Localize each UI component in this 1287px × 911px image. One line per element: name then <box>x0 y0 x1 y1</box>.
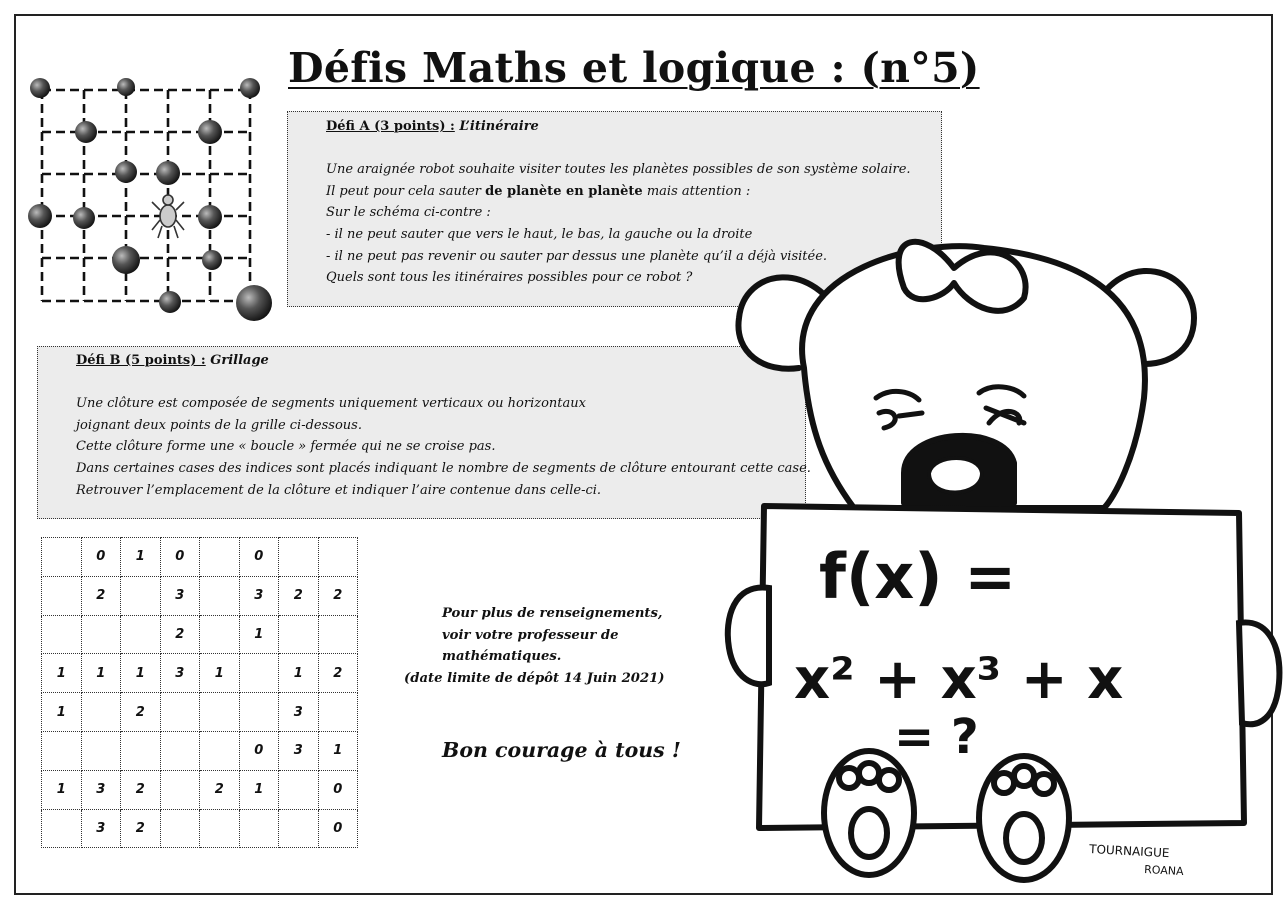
grid-cell <box>81 615 121 654</box>
planet <box>159 291 181 313</box>
planet <box>202 250 222 270</box>
defi-b-line: Dans certaines cases des indices sont placés indiquant le nombre de segments de clôture entourant cette case. <box>76 460 811 476</box>
grid-cell <box>42 615 82 654</box>
grid-cell <box>279 538 319 577</box>
grid-cell <box>279 809 319 848</box>
grid-cell: 3 <box>81 770 121 809</box>
grid-cell <box>200 693 240 732</box>
grid-cell <box>42 576 82 615</box>
info-block <box>404 603 665 689</box>
grid-cell <box>200 538 240 577</box>
grid-cell <box>160 809 200 848</box>
grid-cell: 2 <box>279 576 319 615</box>
grid-cell: 0 <box>239 731 279 770</box>
page-title: Défis Maths et logique : (n°5) <box>288 44 980 92</box>
grid-cell <box>160 693 200 732</box>
defi-a-heading <box>326 116 941 138</box>
grid-cell <box>42 731 82 770</box>
grid-cell <box>200 809 240 848</box>
grid-cell: 3 <box>160 654 200 693</box>
info-line: mathématiques. <box>442 649 562 665</box>
board-formula-line-3: = ? <box>894 709 979 765</box>
grid-cell: 3 <box>160 576 200 615</box>
grid-cell: 2 <box>81 576 121 615</box>
grid-cell <box>200 731 240 770</box>
grid-cell: 2 <box>318 576 358 615</box>
defi-a-line: - il ne peut sauter que vers le haut, le bas, la gauche ou la droite <box>326 226 753 242</box>
defi-b-line: Une clôture est composée de segments uniquement verticaux ou horizontaux <box>76 396 586 412</box>
bear-left-paw <box>728 588 769 685</box>
grid-row <box>42 538 358 577</box>
defi-b-box <box>37 346 811 519</box>
defi-b-line: Retrouver l’emplacement de la clôture et indiquer l’aire contenue dans celle-ci. <box>76 482 602 498</box>
planet <box>28 204 52 228</box>
grid-cell <box>279 615 319 654</box>
grid-row <box>42 770 358 809</box>
grid-cell: 3 <box>239 576 279 615</box>
grid-cell <box>318 693 358 732</box>
planet-grid-illustration <box>24 70 284 330</box>
grid-cell: 2 <box>318 654 358 693</box>
info-line: voir votre professeur de <box>442 627 619 643</box>
grid-cell <box>318 615 358 654</box>
grid-cell: 3 <box>279 693 319 732</box>
grid-cell: 1 <box>279 654 319 693</box>
grid-cell <box>121 615 161 654</box>
grid-cell: 1 <box>42 654 82 693</box>
grid-row <box>42 731 358 770</box>
grid-cell <box>239 654 279 693</box>
defi-a-line: Sur le schéma ci-contre : <box>326 205 491 221</box>
grid-cell: 1 <box>200 654 240 693</box>
defi-a-line: Il peut pour cela sauter de planète en planète mais attention : <box>326 183 751 199</box>
planet <box>30 78 50 98</box>
grid-cell: 2 <box>121 693 161 732</box>
grid-cell: 3 <box>81 809 121 848</box>
planet <box>73 207 95 229</box>
defi-a-line: Une araignée robot souhaite visiter toutes les planètes possibles de son système solaire. <box>326 162 911 178</box>
good-luck-message: Bon courage à tous ! <box>442 738 681 762</box>
grid-cell <box>42 809 82 848</box>
grid-cell: 1 <box>239 770 279 809</box>
grid-cell: 3 <box>279 731 319 770</box>
defi-a-emphasis: de planète en planète <box>485 183 643 199</box>
deadline-line: (date limite de dépôt 14 Juin 2021) <box>404 670 665 686</box>
planet <box>112 246 140 274</box>
planet <box>236 285 272 321</box>
grid-cell: 0 <box>318 770 358 809</box>
signature-line-2: ROANA <box>1143 863 1184 879</box>
grid-cell <box>81 693 121 732</box>
grid-cell: 1 <box>42 693 82 732</box>
grid-cell: 1 <box>121 538 161 577</box>
defi-a-line: - il ne peut pas revenir ou sauter par dessus une planète qu’il a déjà visitée. <box>326 248 828 264</box>
defi-b-heading <box>76 350 805 372</box>
grid-cell: 1 <box>42 770 82 809</box>
grid-row <box>42 693 358 732</box>
grid-cell <box>121 576 161 615</box>
board-formula-line-2: x² + x³ + x <box>794 647 1124 712</box>
defi-a-line: Quels sont tous les itinéraires possibles pour ce robot ? <box>326 270 693 286</box>
grid-row <box>42 654 358 693</box>
bear-holding-board-illustration <box>724 228 1284 893</box>
grid-cell: 1 <box>121 654 161 693</box>
grid-row <box>42 615 358 654</box>
planet <box>75 121 97 143</box>
grid-cell <box>279 770 319 809</box>
planet <box>156 161 180 185</box>
grid-cell: 1 <box>239 615 279 654</box>
grid-cell <box>160 770 200 809</box>
defi-b-line: Cette clôture forme une « boucle » fermée qui ne se croise pas. <box>76 439 496 455</box>
grid-row <box>42 576 358 615</box>
grid-row <box>42 809 358 848</box>
grid-cell: 1 <box>318 731 358 770</box>
grid-cell <box>239 809 279 848</box>
planet <box>240 78 260 98</box>
grid-cell: 2 <box>160 615 200 654</box>
grid-cell: 0 <box>81 538 121 577</box>
grid-cell <box>239 693 279 732</box>
signature-line-1: TOURNAIGUE <box>1088 842 1170 861</box>
defi-a-subtitle: L’itinéraire <box>459 119 539 134</box>
grid-cell <box>121 731 161 770</box>
defi-a-label: Défi A (3 points) : <box>326 119 455 134</box>
grid-cell <box>160 731 200 770</box>
board-formula-line-1: f(x) = <box>819 540 1017 613</box>
defi-b-subtitle: Grillage <box>210 353 269 368</box>
planet <box>117 78 135 96</box>
grid-cell <box>81 731 121 770</box>
grid-cell: 2 <box>121 770 161 809</box>
info-line: Pour plus de renseignements, <box>442 606 663 621</box>
defi-b-line: joignant deux points de la grille ci-dessous. <box>76 417 362 433</box>
planet <box>198 120 222 144</box>
defi-b-label: Défi B (5 points) : <box>76 353 206 368</box>
grid-cell: 0 <box>239 538 279 577</box>
planet <box>198 205 222 229</box>
grid-cell <box>42 538 82 577</box>
fence-puzzle-grid <box>41 537 358 848</box>
grid-cell: 0 <box>160 538 200 577</box>
grid-cell: 2 <box>121 809 161 848</box>
grid-cell: 2 <box>200 770 240 809</box>
grid-cell <box>200 576 240 615</box>
grid-cell <box>200 615 240 654</box>
planet <box>115 161 137 183</box>
grid-cell <box>318 538 358 577</box>
grid-cell: 1 <box>81 654 121 693</box>
bear-right-paw <box>1239 622 1279 724</box>
grid-cell: 0 <box>318 809 358 848</box>
